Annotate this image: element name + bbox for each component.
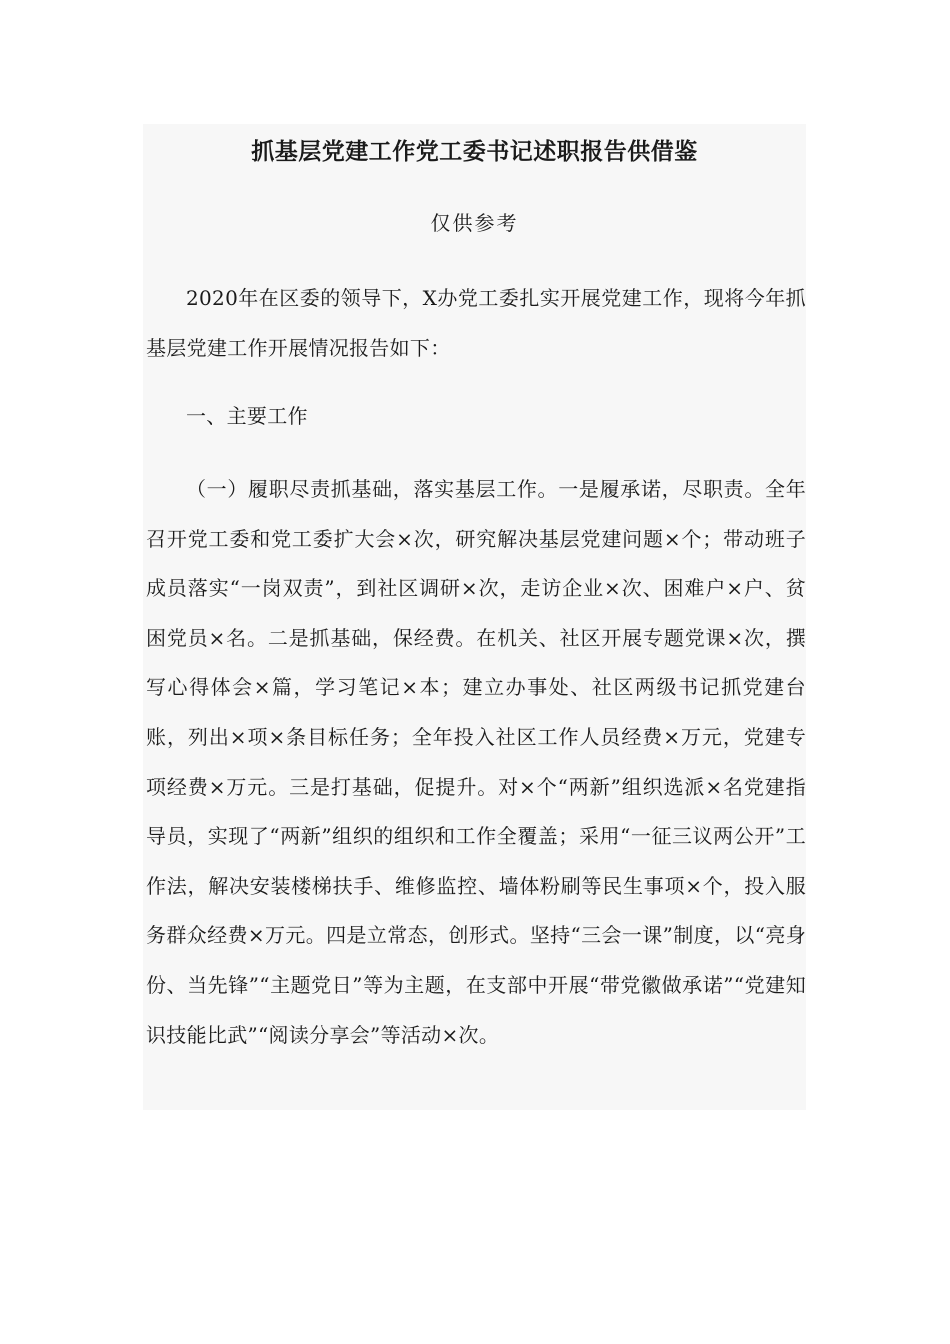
document-subtitle: 仅供参考 [430,211,519,235]
body-paragraph-1: （一）履职尽责抓基础，落实基层工作。一是履承诺，尽职责。全年召开党工委和党工委扩大会×次，研究解决基层党建问题×个；带动班子成员落实“一岗双责”，到社区调研×次，走访企业×次、困难户×户、贫困党员×名。二是抓基础，保经费。在机关、社区开展专题党课×次，撰写心得体会×篇，学习笔记×本；建立办事处、社区两级书记抓党建台账，列出×项×条目标任务；全年投入社区工作人员经费×万元，党建专项经费×万元。三是打基础，促提升。对×个“两新”组织选派×名党建指导员，实现了“两新”组织的组织和工作全覆盖；采用“一征三议两公开”工作法，解决安装楼梯扶手、维修监控、墙体粉刷等民生事项×个，投入服务群众经费×万元。四是立常态，创形式。坚持“三会一课”制度，以“亮身份、当先锋”“主题党日”等为主题，在支部中开展“带党徽做承诺”“党建知识技能比武”“阅读分享会”等活动×次。 [146,477,806,1047]
section-heading-main-work: 一、主要工作 [186,404,308,428]
intro-paragraph: 2020年在区委的领导下，X办党工委扎实开展党建工作，现将今年抓基层党建工作开展情况报告如下： [146,286,806,360]
document-title: 抓基层党建工作党工委书记述职报告供借鉴 [251,138,698,165]
